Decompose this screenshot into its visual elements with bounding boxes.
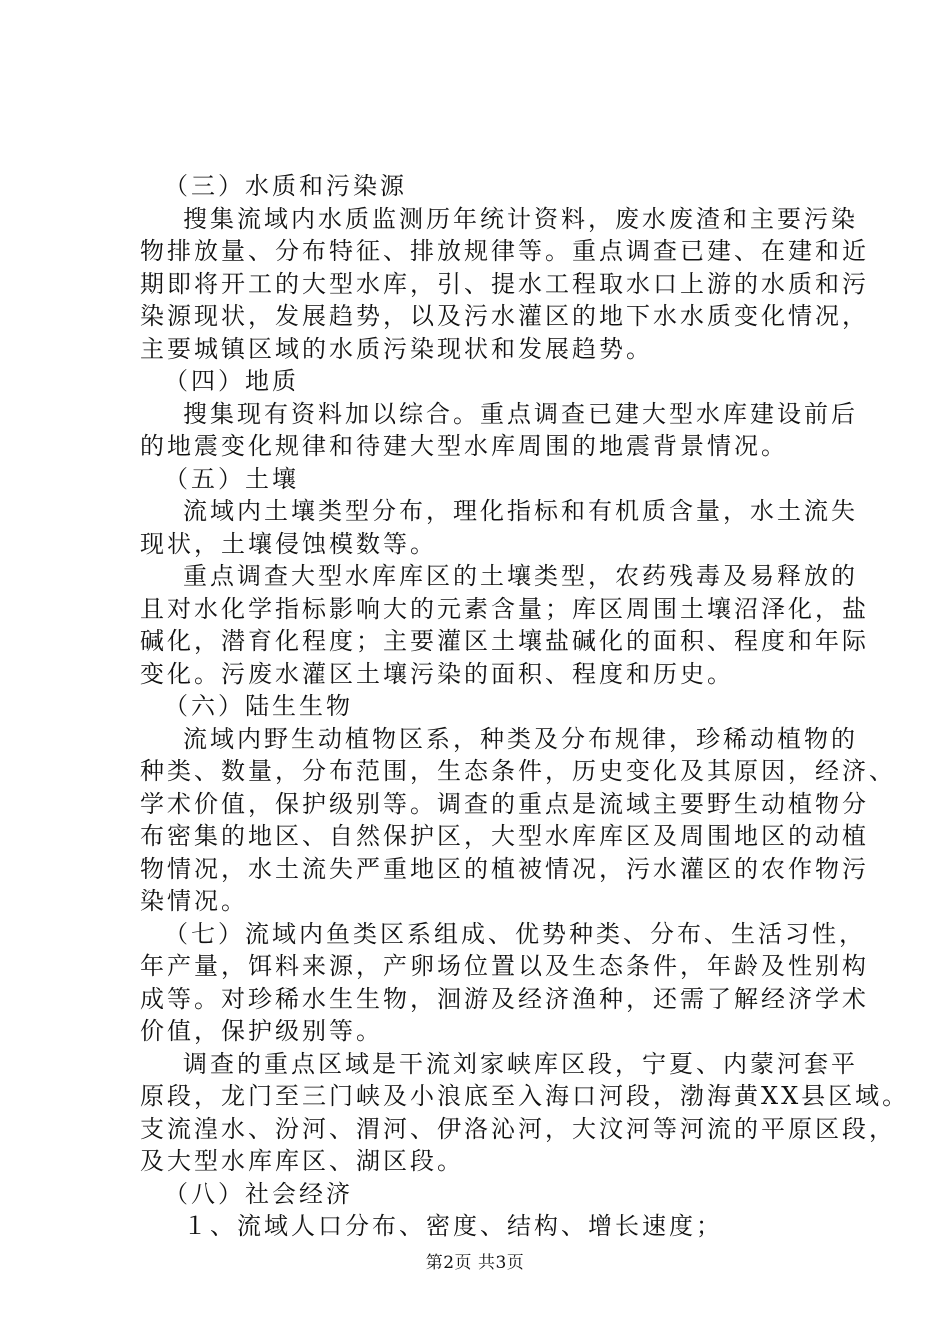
body-text-line: 物排放量、分布特征、排放规律等。重点调查已建、在建和近 — [140, 237, 869, 265]
body-text-line: 价值，保护级别等。 — [140, 1017, 383, 1045]
body-text-line: 期即将开工的大型水库，引、提水工程取水口上游的水质和污 — [140, 269, 869, 298]
body-text-line: 年产量，饵料来源，产卵场位置以及生态条件，年龄及性别构 — [140, 952, 869, 980]
body-text-line: 及大型水库库区、湖区段。 — [140, 1147, 464, 1175]
body-text-line: 重点调查大型水库库区的土壤类型，农药残毒及易释放的 — [183, 562, 858, 590]
body-text-line: 搜集现有资料加以综合。重点调查已建大型水库建设前后 — [183, 399, 858, 428]
body-text-line: 染源现状，发展趋势，以及污水灌区的地下水水质变化情况， — [140, 302, 869, 330]
section-heading-line: （七）流域内鱼类区系组成、优势种类、分布、生活习性， — [164, 919, 866, 948]
body-text-line: 主要城镇区域的水质污染现状和发展趋势。 — [140, 334, 653, 363]
section-heading-line: （五）土壤 — [164, 464, 299, 493]
page-footer: 第2页 共3页 — [425, 1253, 525, 1273]
body-text-line: １、流域人口分布、密度、结构、增长速度； — [183, 1212, 723, 1240]
section-heading-line: （八）社会经济 — [164, 1179, 353, 1208]
body-text-line: 布密集的地区、自然保护区，大型水库库区及周围地区的动植 — [140, 822, 869, 850]
body-text-line: 种类、数量，分布范围，生态条件，历史变化及其原因，经济、 — [140, 757, 896, 785]
section-heading-line: （四）地质 — [164, 367, 299, 395]
section-heading-line: （三）水质和污染源 — [164, 172, 407, 200]
body-text-line: 且对水化学指标影响大的元素含量；库区周围土壤沼泽化，盐 — [140, 594, 869, 623]
body-text-line: 流域内野生动植物区系，种类及分布规律，珍稀动植物的 — [183, 724, 858, 753]
document-body — [140, 170, 910, 1243]
body-text-line: 变化。污废水灌区土壤污染的面积、程度和历史。 — [140, 659, 734, 688]
body-text-line: 成等。对珍稀水生生物，洄游及经济渔种，还需了解经济学术 — [140, 984, 869, 1013]
body-text-line: 搜集流域内水质监测历年统计资料，废水废渣和主要污染 — [183, 204, 858, 233]
body-text-line: 流域内土壤类型分布，理化指标和有机质含量，水土流失 — [183, 497, 858, 525]
body-text-line: 支流湟水、汾河、渭河、伊洛沁河，大汶河等河流的平原区段， — [140, 1114, 896, 1143]
body-text-line: 原段，龙门至三门峡及小浪底至入海口河段，渤海黄XX县区域。 — [140, 1082, 910, 1110]
body-text-line: 调查的重点区域是干流刘家峡库区段，宁夏、内蒙河套平 — [183, 1049, 858, 1078]
body-text-line: 现状，土壤侵蚀模数等。 — [140, 529, 437, 558]
body-text-line: 物情况，水土流失严重地区的植被情况，污水灌区的农作物污 — [140, 854, 869, 883]
body-text-line: 学术价值，保护级别等。调查的重点是流域主要野生动植物分 — [140, 789, 869, 818]
body-text-line: 的地震变化规律和待建大型水库周围的地震背景情况。 — [140, 432, 788, 460]
body-text-line: 染情况。 — [140, 887, 248, 915]
body-text-line: 碱化，潜育化程度；主要灌区土壤盐碱化的面积、程度和年际 — [140, 627, 869, 655]
section-heading-line: （六）陆生生物 — [164, 692, 353, 720]
